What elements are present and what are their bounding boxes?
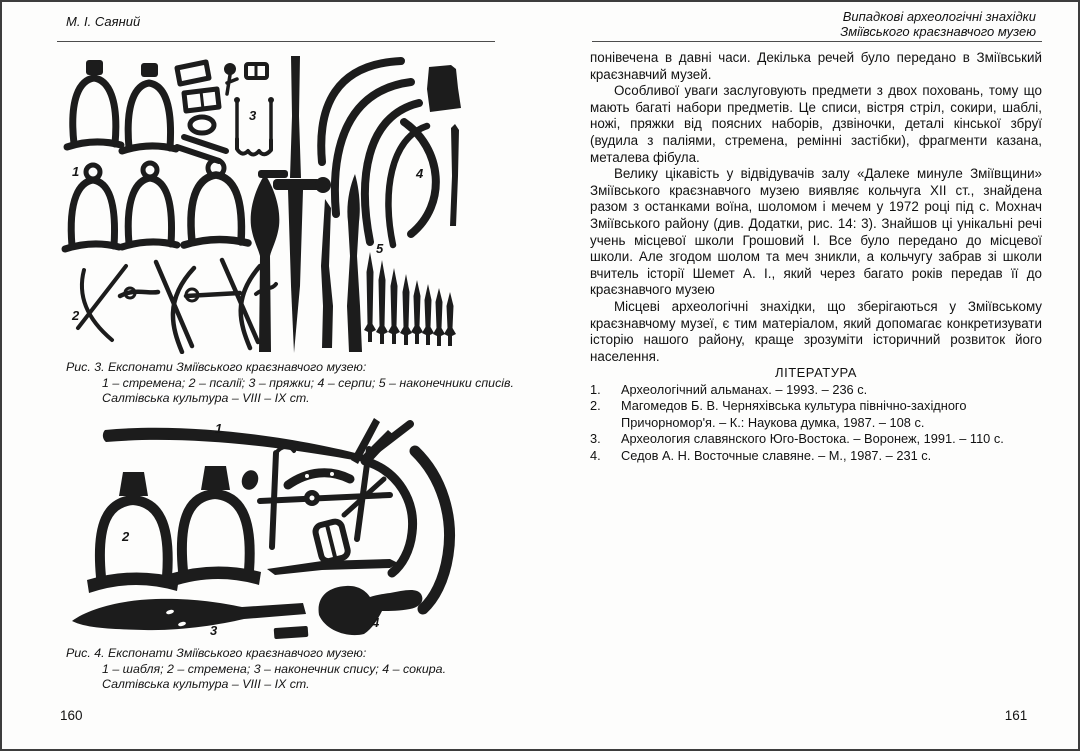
reference-text: Магомедов Б. В. Черняхівська культура північно-західного Причорномор'я. – К.: Наукова думка, 1987. – 108 с. — [621, 398, 967, 430]
running-header-right-line2: Зміївського краєзнавчого музею — [840, 24, 1036, 39]
reference-text: Седов А. Н. Восточные славяне. – М., 1987. – 231 с. — [621, 447, 932, 463]
fig3-label-5: 5 — [376, 241, 384, 256]
fig4-label-3: 3 — [210, 623, 218, 638]
body-paragraph-3: Велику цікавість у відвідувачів залу «Далеке минуле Зміївщини» Зміївського краєзнавчого музею виявляє кольчуга XII ст., знайдена разом з останками воїна, шоломом і мечем у 1972 році під с. Мохнач Зміївського району (див. Додатки, рис. 14: 3). Знайшов ці унікальні речі учень місцевої школи Грошовий І. Все було передано до місцевої школи. Але згодом шолом та меч зникли, а кольчугу забрав зі школи вчитель історії Шемет А. І., який через багато років передав її до краєзнавчого музею — [590, 166, 1042, 298]
running-header-right-line1: Випадкові археологічні знахідки — [842, 9, 1036, 24]
fig3-label-2: 2 — [72, 308, 80, 323]
header-rule-left — [57, 41, 495, 42]
running-header-left: М. І. Саяний — [66, 14, 141, 29]
figure-3-illustration — [60, 56, 538, 354]
header-rule-right — [592, 41, 1042, 42]
literature-heading: ЛІТЕРАТУРА — [775, 365, 857, 381]
body-paragraph-2: Особливої уваги заслуговують предмети з двох поховань, тому що мають багаті набори предметів. Це списи, вістря стріл, сокири, шаблі, ножі, пряжки від поясних наборів, дзвіночки, деталі кінської збруї (вудила з паліями, стремена, ремінні застібки), фрагменти казана, металева фібула. — [590, 83, 1042, 165]
reference-text: Археологічний альманах. – 1993. – 236 с. — [621, 381, 868, 397]
figure-3-artifact-photo — [60, 56, 538, 354]
figure-3-caption-items: 1 – стремена; 2 – псалії; 3 – пряжки; 4 – серпи; 5 – наконечники списів. — [102, 375, 514, 390]
reference-item — [590, 382, 1042, 398]
reference-list — [590, 382, 1042, 464]
figure-3-caption-title: Рис. 3. Експонати Зміївського краєзнавчого музею: — [66, 360, 367, 374]
reference-number: 2. — [590, 398, 601, 414]
page-number-right: 161 — [1004, 708, 1028, 723]
figure-4-caption-items: 1 – шабля; 2 – стремена; 3 – наконечник спису; 4 – сокира. — [102, 661, 447, 676]
reference-number: 1. — [590, 381, 601, 397]
figure-4-caption — [66, 646, 446, 693]
reference-text: Археология славянского Юго-Востока. – Воронеж, 1991. – 110 с. — [621, 431, 1004, 447]
reference-item — [590, 431, 1042, 447]
reference-number: 3. — [590, 431, 601, 447]
fig3-label-3: 3 — [249, 108, 257, 123]
figure-3-caption-culture: Салтівська культура – VIII – IX ст. — [102, 391, 310, 406]
running-header-right — [840, 9, 1036, 39]
body-paragraph-1: понівечена в давні часи. Декілька речей було передано в Зміївський краєзнавчий музей. — [590, 50, 1042, 82]
figure-4-artifact-photo — [60, 417, 540, 643]
page-number-left: 160 — [60, 708, 83, 723]
figure-4-caption-title: Рис. 4. Експонати Зміївського краєзнавчого музею: — [66, 646, 367, 660]
fig4-label-1: 1 — [215, 421, 223, 436]
reference-item — [590, 398, 1042, 431]
figure-3-caption — [66, 360, 514, 407]
fig3-label-1: 1 — [72, 164, 80, 179]
fig4-label-4: 4 — [372, 615, 380, 630]
reference-number: 4. — [590, 447, 601, 463]
right-page-text-column — [590, 50, 1042, 464]
body-paragraph-4: Місцеві археологічні знахідки, що зберігаються у Зміївському краєзнавчому музеї, є тим матеріалом, який допомагає конкретизувати історію нашого району, краще зрозуміти історичний розвиток його населення. — [590, 298, 1042, 364]
reference-item — [590, 448, 1042, 464]
figure-4-illustration — [60, 417, 540, 643]
fig3-label-4: 4 — [416, 166, 424, 181]
fig4-label-2: 2 — [122, 529, 130, 544]
figure-4-caption-culture: Салтівська культура – VIII – IX ст. — [102, 677, 310, 692]
